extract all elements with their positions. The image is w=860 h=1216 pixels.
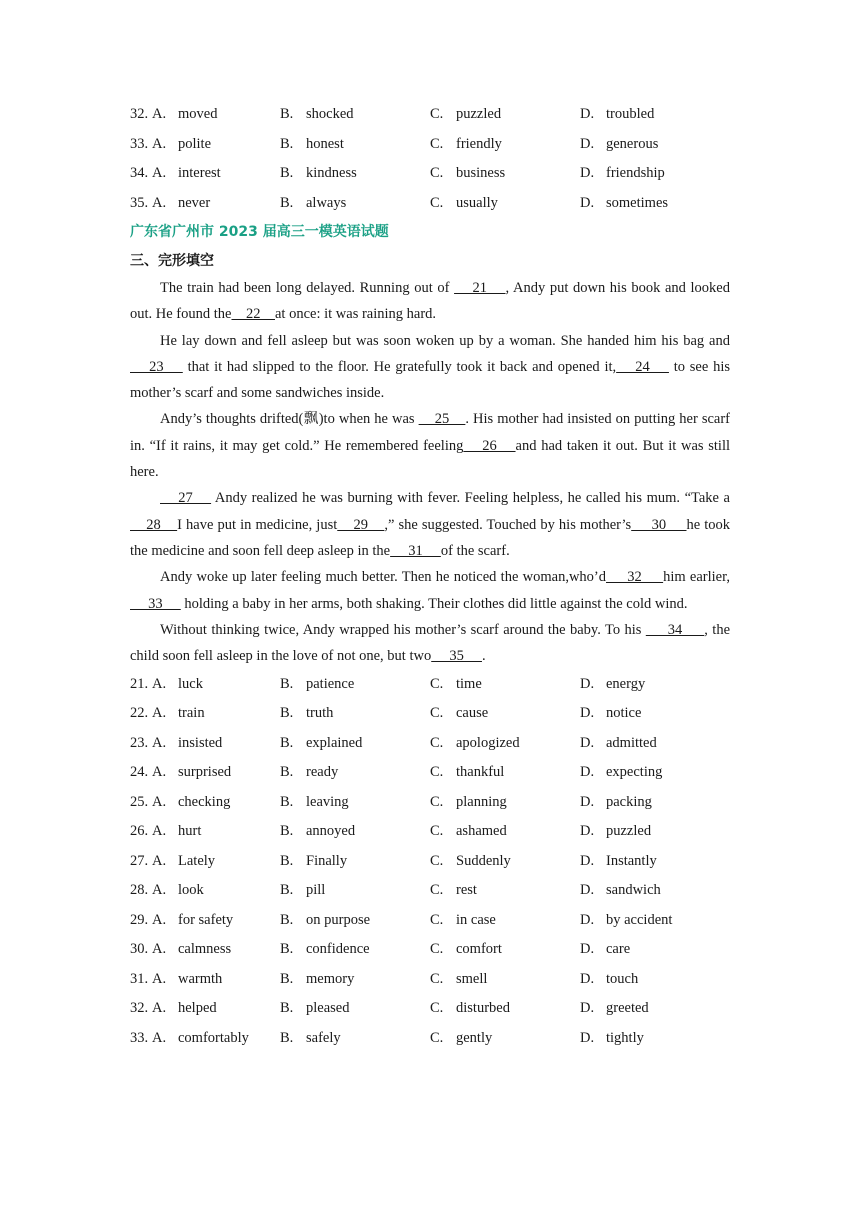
option-letter: B. [280, 882, 294, 899]
option-c [430, 165, 580, 182]
question-row [130, 935, 730, 965]
option-letter: D. [580, 135, 595, 152]
option-letter: A. [152, 165, 167, 182]
passage-paragraph [130, 406, 730, 485]
option-letter: C. [430, 882, 444, 899]
option-c [430, 735, 580, 752]
option-letter: A. [152, 882, 167, 899]
option-b [280, 764, 430, 781]
option-text: on purpose [306, 911, 371, 928]
section-title: 广东省广州市 2023 届高三一模英语试题 [130, 224, 389, 240]
option-text: comfort [456, 941, 502, 958]
option-b [280, 106, 430, 123]
option-text: train [178, 705, 205, 722]
answer-blank: 30 [631, 516, 687, 533]
option-text: tightly [606, 1029, 644, 1046]
option-text: smell [456, 970, 488, 987]
cloze-passage [130, 275, 730, 669]
question-number: 21. [130, 675, 149, 692]
option-letter: A. [152, 705, 167, 722]
option-d [580, 853, 730, 870]
option-text: for safety [178, 911, 234, 928]
option-c [430, 853, 580, 870]
option-c [430, 705, 580, 722]
option-d [580, 136, 730, 153]
option-letter: C. [430, 1000, 444, 1017]
passage-paragraph [130, 617, 730, 670]
question-row [130, 846, 730, 876]
question-number: 29. [130, 911, 149, 928]
option-b [280, 136, 430, 153]
option-b [280, 165, 430, 182]
option-letter: B. [280, 941, 294, 958]
question-row [130, 130, 730, 160]
option-a [152, 912, 280, 929]
option-d [580, 1000, 730, 1017]
option-text: annoyed [306, 823, 356, 840]
option-c [430, 1000, 580, 1017]
option-c [430, 794, 580, 811]
option-letter: C. [430, 941, 444, 958]
previous-question-options [130, 100, 730, 218]
option-text: energy [606, 675, 646, 692]
question-number: 27. [130, 852, 149, 869]
option-d [580, 195, 730, 212]
option-letter: C. [430, 705, 444, 722]
answer-blank: 27 [160, 490, 212, 507]
option-letter: A. [152, 1000, 167, 1017]
option-text: sometimes [606, 194, 669, 211]
option-text: Instantly [606, 852, 657, 869]
option-letter: A. [152, 135, 167, 152]
option-c [430, 823, 580, 840]
option-b [280, 735, 430, 752]
passage-text: to see his mother’s scarf and some sandwiches inside. [130, 358, 731, 402]
passage-paragraph [130, 328, 730, 407]
option-d [580, 794, 730, 811]
option-letter: D. [580, 194, 595, 211]
option-text: luck [178, 675, 203, 692]
option-letter: D. [580, 1029, 595, 1046]
option-text: sandwich [606, 882, 661, 899]
option-letter: B. [280, 823, 294, 840]
option-letter: C. [430, 194, 444, 211]
option-c [430, 195, 580, 212]
option-text: safely [306, 1029, 341, 1046]
option-text: pleased [306, 1000, 350, 1017]
answer-blank: 31 [390, 542, 441, 559]
passage-text: He lay down and fell asleep but was soon woken up by a woman. She handed him his bag and [160, 332, 730, 349]
option-text: insisted [178, 734, 223, 751]
passage-text: ,” she suggested. Touched by his mother’s [384, 516, 632, 533]
question-row [130, 758, 730, 788]
option-c [430, 1030, 580, 1047]
option-a [152, 1000, 280, 1017]
option-text: shocked [306, 106, 354, 123]
option-text: in case [456, 911, 496, 928]
question-row [130, 669, 730, 699]
answer-blank: 23 [130, 358, 183, 375]
option-a [152, 882, 280, 899]
option-letter: C. [430, 1029, 444, 1046]
option-letter: D. [580, 106, 595, 123]
option-c [430, 106, 580, 123]
passage-text: him earlier, [663, 569, 730, 586]
option-letter: A. [152, 823, 167, 840]
option-c [430, 764, 580, 781]
passage-text: Andy realized he was burning with fever. Feeling helpless, he called his mum. “Take a [211, 490, 730, 507]
option-text: calmness [178, 941, 232, 958]
question-number: 32. [130, 1000, 149, 1017]
question-row [130, 817, 730, 847]
option-letter: A. [152, 1029, 167, 1046]
passage-paragraph [130, 485, 730, 564]
option-c [430, 882, 580, 899]
answer-blank: 21 [454, 280, 506, 296]
question-number: 32. [130, 106, 149, 123]
option-letter: D. [580, 734, 595, 751]
question-row [130, 994, 730, 1024]
option-b [280, 794, 430, 811]
option-text: care [606, 941, 631, 958]
option-letter: D. [580, 882, 595, 899]
option-letter: C. [430, 675, 444, 692]
option-text: surprised [178, 764, 232, 781]
option-text: confidence [306, 941, 370, 958]
passage-paragraph [130, 275, 730, 328]
option-letter: C. [430, 852, 444, 869]
option-text: look [178, 882, 204, 899]
question-number: 35. [130, 194, 149, 211]
passage-text: holding a baby in her arms, both shaking. Their clothes did little against the cold wind. [180, 595, 688, 612]
option-b [280, 705, 430, 722]
passage-text: , the child soon fell asleep in the love of not one, but two [130, 621, 731, 665]
option-letter: D. [580, 911, 595, 928]
answer-blank: 33 [130, 595, 181, 612]
option-text: cause [456, 705, 489, 722]
passage-text: Without thinking twice, Andy wrapped his mother’s scarf around the baby. To his [160, 621, 646, 638]
option-text: rest [456, 882, 477, 899]
answer-blank: 24 [616, 358, 669, 375]
option-d [580, 971, 730, 988]
option-letter: C. [430, 135, 444, 152]
question-number: 34. [130, 165, 149, 182]
option-text: thankful [456, 764, 505, 781]
question-number: 28. [130, 882, 149, 899]
option-a [152, 971, 280, 988]
option-letter: B. [280, 1000, 294, 1017]
answer-blank: 22 [231, 306, 275, 323]
option-a [152, 136, 280, 153]
option-text: time [456, 675, 482, 692]
option-text: comfortably [178, 1029, 249, 1046]
question-number: 30. [130, 941, 149, 958]
option-a [152, 106, 280, 123]
option-d [580, 676, 730, 693]
answer-blank: 28 [130, 516, 178, 533]
option-letter: C. [430, 793, 444, 810]
option-text: truth [306, 705, 334, 722]
option-text: Suddenly [456, 852, 511, 869]
option-letter: C. [430, 823, 444, 840]
option-letter: D. [580, 941, 595, 958]
question-row [130, 905, 730, 935]
passage-text: , Andy put down his book and looked out. He found the [130, 280, 730, 323]
option-d [580, 764, 730, 781]
option-letter: A. [152, 194, 167, 211]
option-text: by accident [606, 911, 673, 928]
option-letter: D. [580, 705, 595, 722]
option-d [580, 912, 730, 929]
option-text: hurt [178, 823, 202, 840]
option-d [580, 882, 730, 899]
option-a [152, 823, 280, 840]
section-subheading: 三、完形填空 [130, 253, 214, 269]
option-text: puzzled [456, 106, 502, 123]
option-d [580, 165, 730, 182]
question-number: 26. [130, 823, 149, 840]
question-number: 33. [130, 1029, 149, 1046]
option-b [280, 971, 430, 988]
option-a [152, 195, 280, 212]
option-letter: D. [580, 675, 595, 692]
option-b [280, 823, 430, 840]
option-letter: A. [152, 852, 167, 869]
question-row [130, 876, 730, 906]
option-letter: B. [280, 734, 294, 751]
option-b [280, 882, 430, 899]
question-number: 31. [130, 970, 149, 987]
option-letter: C. [430, 165, 444, 182]
option-text: expecting [606, 764, 663, 781]
answer-blank: 29 [337, 516, 385, 533]
option-text: friendly [456, 135, 502, 152]
answer-blank: 25 [418, 411, 466, 428]
option-letter: A. [152, 106, 167, 123]
option-letter: D. [580, 165, 595, 182]
passage-text: The train had been long delayed. Running out of [160, 280, 455, 296]
passage-paragraph [130, 564, 730, 617]
option-letter: B. [280, 970, 294, 987]
option-a [152, 794, 280, 811]
option-a [152, 705, 280, 722]
option-text: greeted [606, 1000, 649, 1017]
option-letter: A. [152, 911, 167, 928]
passage-text: . His mother had insisted on putting her scarf in. “If it rains, it may get cold.” He remembered feeling [130, 411, 730, 454]
option-letter: B. [280, 852, 294, 869]
option-letter: D. [580, 764, 595, 781]
option-text: never [178, 194, 211, 211]
option-text: ashamed [456, 823, 507, 840]
question-row [130, 964, 730, 994]
option-text: memory [306, 970, 355, 987]
option-text: patience [306, 675, 355, 692]
option-a [152, 1030, 280, 1047]
option-text: troubled [606, 106, 655, 123]
option-text: Finally [306, 852, 348, 869]
option-text: kindness [306, 165, 357, 182]
option-d [580, 1030, 730, 1047]
option-text: touch [606, 970, 639, 987]
option-letter: D. [580, 793, 595, 810]
option-letter: C. [430, 734, 444, 751]
passage-text: that it had slipped to the floor. He gratefully took it back and opened it, [182, 358, 617, 375]
option-text: apologized [456, 734, 520, 751]
option-text: Lately [178, 852, 216, 869]
option-letter: B. [280, 194, 294, 211]
option-c [430, 676, 580, 693]
option-text: leaving [306, 793, 349, 810]
passage-text: I have put in medicine, just [177, 516, 338, 533]
option-letter: A. [152, 941, 167, 958]
passage-text: of the scarf. [440, 542, 510, 559]
option-b [280, 912, 430, 929]
option-text: polite [178, 135, 212, 152]
question-row [130, 1023, 730, 1053]
option-letter: C. [430, 911, 444, 928]
option-text: disturbed [456, 1000, 510, 1017]
option-a [152, 853, 280, 870]
option-text: notice [606, 705, 642, 722]
option-letter: C. [430, 970, 444, 987]
option-d [580, 705, 730, 722]
option-letter: A. [152, 970, 167, 987]
option-c [430, 912, 580, 929]
option-text: warmth [178, 970, 223, 987]
passage-text: at once: it was raining hard. [274, 306, 437, 323]
option-d [580, 735, 730, 752]
option-letter: C. [430, 106, 444, 123]
option-text: planning [456, 793, 507, 810]
question-row [130, 787, 730, 817]
option-b [280, 1030, 430, 1047]
passage-text: . [481, 648, 486, 665]
option-text: honest [306, 135, 344, 152]
option-b [280, 941, 430, 958]
passage-text: and had taken it out. But it was still here. [130, 437, 731, 481]
option-letter: C. [430, 764, 444, 781]
option-text: always [306, 194, 347, 211]
answer-blank: 34 [645, 621, 705, 638]
question-row [130, 100, 730, 130]
question-row [130, 189, 730, 219]
option-text: explained [306, 734, 363, 751]
option-text: interest [178, 165, 221, 182]
option-text: checking [178, 793, 231, 810]
option-letter: B. [280, 106, 294, 123]
option-d [580, 106, 730, 123]
option-letter: B. [280, 705, 294, 722]
answer-blank: 26 [463, 437, 516, 454]
option-text: packing [606, 793, 652, 810]
question-options [130, 669, 730, 1053]
option-text: admitted [606, 734, 657, 751]
option-letter: B. [280, 793, 294, 810]
option-letter: A. [152, 764, 167, 781]
option-letter: D. [580, 852, 595, 869]
option-d [580, 823, 730, 840]
option-text: gently [456, 1029, 493, 1046]
option-letter: D. [580, 823, 595, 840]
question-row [130, 699, 730, 729]
option-a [152, 735, 280, 752]
option-c [430, 971, 580, 988]
option-letter: B. [280, 911, 294, 928]
option-text: puzzled [606, 823, 652, 840]
question-number: 25. [130, 793, 149, 810]
answer-blank: 35 [431, 648, 482, 665]
passage-text: Andy’s thoughts drifted(飘)to when he was [160, 411, 419, 428]
option-text: business [456, 165, 506, 182]
option-b [280, 195, 430, 212]
option-text: pill [306, 882, 326, 899]
option-text: moved [178, 106, 218, 123]
document-page [130, 100, 730, 1053]
question-number: 22. [130, 705, 149, 722]
option-text: ready [306, 764, 339, 781]
option-text: generous [606, 135, 659, 152]
option-letter: D. [580, 970, 595, 987]
passage-text: Andy woke up later feeling much better. Then he noticed the woman,who’d [160, 569, 607, 586]
option-a [152, 165, 280, 182]
answer-blank: 32 [606, 569, 664, 586]
option-a [152, 764, 280, 781]
option-text: friendship [606, 165, 665, 182]
option-letter: B. [280, 135, 294, 152]
option-letter: A. [152, 675, 167, 692]
option-letter: B. [280, 1029, 294, 1046]
option-d [580, 941, 730, 958]
question-row [130, 159, 730, 189]
option-letter: B. [280, 165, 294, 182]
option-a [152, 941, 280, 958]
option-letter: B. [280, 764, 294, 781]
option-letter: A. [152, 734, 167, 751]
option-text: usually [456, 194, 498, 211]
option-b [280, 1000, 430, 1017]
option-letter: A. [152, 793, 167, 810]
option-text: helped [178, 1000, 217, 1017]
option-c [430, 941, 580, 958]
option-b [280, 853, 430, 870]
question-number: 23. [130, 734, 149, 751]
question-number: 33. [130, 135, 149, 152]
question-row [130, 728, 730, 758]
passage-text: he took the medicine and soon fell deep asleep in the [130, 516, 731, 559]
option-c [430, 136, 580, 153]
question-number: 24. [130, 764, 149, 781]
option-b [280, 676, 430, 693]
option-letter: D. [580, 1000, 595, 1017]
option-a [152, 676, 280, 693]
option-letter: B. [280, 675, 294, 692]
